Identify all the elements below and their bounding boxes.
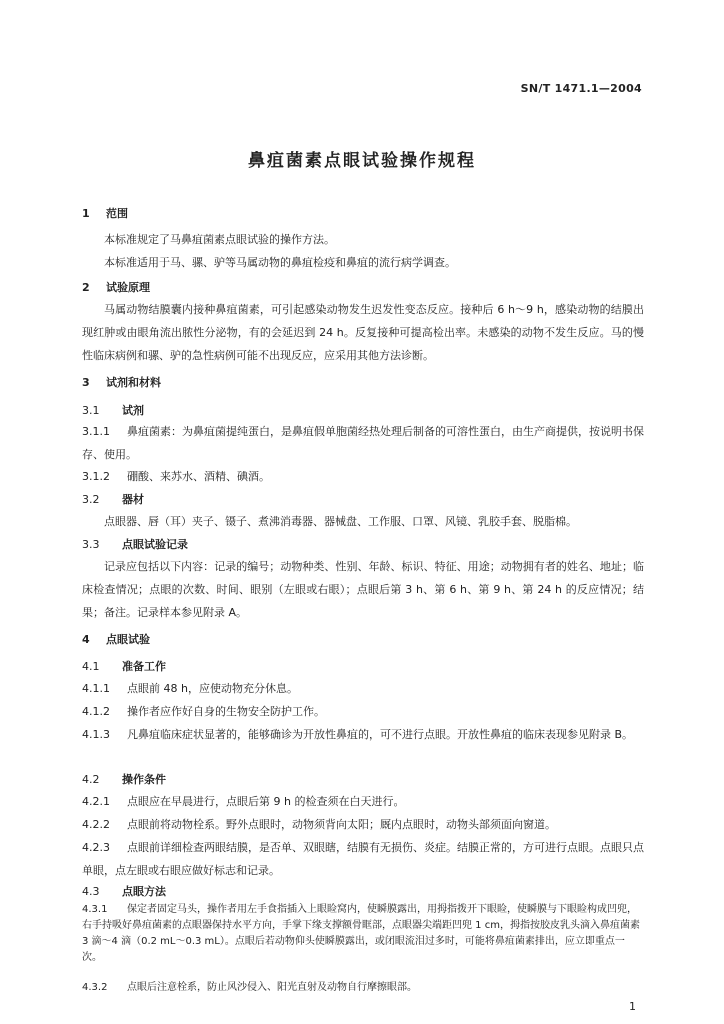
heading-3-2: 3.2 器材	[82, 493, 144, 506]
item-4-3-2: 4.3.2 点眼后注意栓系，防止风沙侵入、阳光直射及动物自行摩擦眼部。	[82, 982, 417, 993]
section-2-para-1: 马属动物结膜囊内接种鼻疽菌素，可引起感染动物发生迟发性变态反应。接种后 6 h～9 h，感染动物的结膜出现红肿或由眼角流出脓性分泌物，有的会延迟到 24 h。反复接种可提高检出率。未感染的动物不发生反应。马的慢性临床病例和骡、驴的急性病例可能不出现反应，应采用其他方法诊断。	[82, 303, 644, 362]
item-4-3-1: 4.3.1 保定者固定马头，操作者用左手食指插入上眼睑窝内，使瞬膜露出，用拇指拨开下眼睑，使瞬膜与下眼睑构成凹兜，右手持吸好鼻疽菌素的点眼器保持水平方向，手掌下缘支撑额骨眶部，点眼器尖端距凹兜 1 cm，拇指按胶皮乳头滴入鼻疽菌素 3 滴～4 滴（0.2 mL～0.3 mL）。点眼后若动物仰头使瞬膜露出，或闭眼流泪过多时，可能将鼻疽菌素排出，应立即重点一次。	[82, 904, 640, 963]
item-4-2-2: 4.2.2 点眼前将动物栓系。野外点眼时，动物须背向太阳；厩内点眼时，动物头部须面向窗道。	[82, 818, 556, 831]
heading-4-3: 4.3 点眼方法	[82, 885, 166, 898]
section-1-para-1: 本标准规定了马鼻疽菌素点眼试验的操作方法。	[104, 233, 335, 246]
para-3-3: 记录应包括以下内容：记录的编号；动物种类、性别、年龄、标识、特征、用途；动物拥有者的姓名、地址；临床检查情况；点眼的次数、时间、眼别（左眼或右眼）；点眼后第 3 h、第 6 h、第 9 h、第 24 h 的反应情况；结果；备注。记录样本参见附录 A。	[82, 560, 644, 619]
heading-3-1: 3.1 试剂	[82, 404, 144, 417]
section-4-heading: 4 点眼试验	[82, 633, 150, 646]
section-3-heading: 3 试剂和材料	[82, 376, 161, 389]
heading-3-3: 3.3 点眼试验记录	[82, 538, 188, 551]
standard-code: SN/T 1471.1—2004	[520, 82, 642, 95]
section-2-heading: 2 试验原理	[82, 281, 150, 294]
heading-4-2: 4.2 操作条件	[82, 773, 166, 786]
item-4-2-1: 4.2.1 点眼应在早晨进行，点眼后第 9 h 的检查须在白天进行。	[82, 795, 405, 808]
item-4-1-1: 4.1.1 点眼前 48 h，应使动物充分休息。	[82, 682, 298, 695]
section-1-para-2: 本标准适用于马、骡、驴等马属动物的鼻疽检疫和鼻疽的流行病学调查。	[104, 256, 456, 269]
item-3-1-2: 3.1.2 硼酸、来苏水、酒精、碘酒。	[82, 470, 270, 483]
section-1-heading: 1 范围	[82, 207, 128, 220]
document-title: 鼻疽菌素点眼试验操作规程	[248, 151, 476, 171]
item-4-1-2: 4.1.2 操作者应作好自身的生物安全防护工作。	[82, 705, 325, 718]
para-3-2: 点眼器、唇（耳）夹子、镊子、煮沸消毒器、器械盘、工作服、口罩、风镜、乳胶手套、脱脂棉。	[104, 515, 577, 528]
item-4-1-3: 4.1.3 凡鼻疽临床症状显著的，能够确诊为开放性鼻疽的，可不进行点眼。开放性鼻疽的临床表现参见附录 B。	[82, 728, 634, 741]
page-number: 1	[629, 1000, 636, 1013]
heading-4-1: 4.1 准备工作	[82, 660, 166, 673]
item-3-1-1: 3.1.1 鼻疽菌素：为鼻疽菌提纯蛋白，是鼻疽假单胞菌经热处理后制备的可溶性蛋白，由生产商提供，按说明书保存、使用。	[82, 425, 644, 461]
item-4-2-3: 4.2.3 点眼前详细检查两眼结膜，是否单、双眼瞎，结膜有无损伤、炎症。结膜正常的，方可进行点眼。点眼只点单眼，点左眼或右眼应做好标志和记录。	[82, 841, 644, 877]
